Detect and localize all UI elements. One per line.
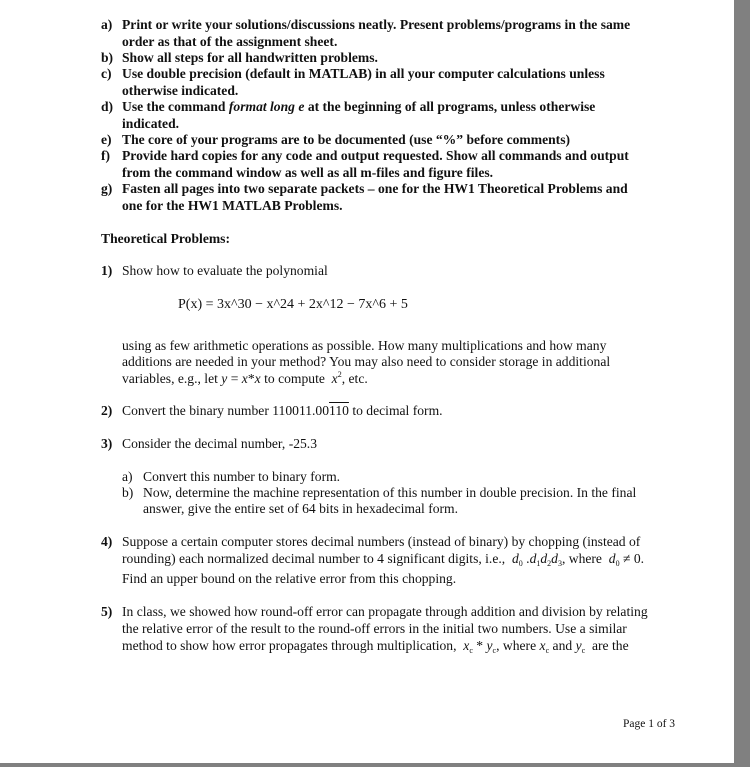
instruction-text: Use double precision (default in MATLAB) in all your computer calculations unless xyxy=(122,66,605,81)
instruction-text: order as that of the assignment sheet. xyxy=(122,34,338,49)
text: Use the command xyxy=(122,99,226,114)
text: method to show how error propagates through multiplication, xyxy=(122,638,457,653)
problem-label: 5) xyxy=(101,604,113,619)
problem-label: 2) xyxy=(101,403,113,418)
binary-number: 110011.00 xyxy=(272,403,330,418)
instruction-text: Show all steps for all handwritten problems. xyxy=(122,50,378,65)
section-title: Theoretical Problems: xyxy=(101,231,230,246)
text: , where xyxy=(561,551,602,566)
problem-text: Show how to evaluate the polynomial xyxy=(122,263,328,278)
problem-text: additions are needed in your method? You may also need to consider storage in additional xyxy=(122,354,611,369)
text: to decimal form. xyxy=(352,403,443,418)
subitem-label: a) xyxy=(122,469,133,484)
text: , etc. xyxy=(341,371,368,386)
text: at the beginning of all programs, unless otherwise xyxy=(307,99,596,114)
instruction-text: Print or write your solutions/discussions neatly. Present problems/programs in the same xyxy=(122,17,631,32)
instruction-text: The core of your programs are to be documented (use “%” before comments) xyxy=(122,132,571,147)
instruction-text: from the command window as well as all m-files and figure files. xyxy=(122,165,494,180)
problem-label: 4) xyxy=(101,534,113,549)
subitem-text: Convert this number to binary form. xyxy=(143,469,341,484)
item-label: a) xyxy=(101,17,113,32)
item-label: d) xyxy=(101,99,114,114)
problem-text: rounding) each normalized decimal number to 4 significant digits, i.e., $d_0$ $.d_1d_2d_3$, where $d_0 \ne 0$. xyxy=(122,551,645,568)
text: , where xyxy=(496,638,537,653)
problem-text: variables, e.g., let y = x*x to compute $x^2$, etc. xyxy=(122,370,368,386)
text: rounding) each normalized decimal number to 4 significant digits, i.e., xyxy=(122,551,506,566)
text: Convert the binary number xyxy=(122,403,269,418)
text: are the xyxy=(592,638,629,653)
problem-text xyxy=(122,403,443,419)
instruction-text: otherwise indicated. xyxy=(122,83,239,98)
problem-text: Find an upper bound on the relative error from this chopping. xyxy=(122,571,457,586)
problem-text: using as few arithmetic operations as possible. How many multiplications and how many xyxy=(122,338,607,353)
instruction-text: indicated. xyxy=(122,116,180,131)
problem-text: method to show how error propagates through multiplication, $x_c * y_c$, where $x_c$ and $y_c$ are the xyxy=(122,638,629,655)
subitem-text: Now, determine the machine representation of this number in double precision. In the final xyxy=(143,485,637,500)
instruction-text: Fasten all pages into two separate packets – one for the HW1 Theoretical Problems and xyxy=(122,181,628,196)
problem-text: Consider the decimal number, -25.3 xyxy=(122,436,318,451)
item-label: c) xyxy=(101,66,112,81)
problem-label: 1) xyxy=(101,263,113,278)
page-number: Page 1 of 3 xyxy=(623,718,676,730)
subitem-label: b) xyxy=(122,485,134,500)
text: to compute xyxy=(264,371,325,386)
repeating-digits: 110 xyxy=(329,403,349,418)
problem-text: the relative error of the result to the round-off errors in the initial two numbers. Use a similar xyxy=(122,621,627,636)
polynomial-formula: P(x) = 3x^30 − x^24 + 2x^12 − 7x^6 + 5 xyxy=(178,297,408,312)
item-label: g) xyxy=(101,181,113,196)
instruction-text: Provide hard copies for any code and output requested. Show all commands and output xyxy=(122,148,629,163)
problem-label: 3) xyxy=(101,436,113,451)
subitem-text: answer, give the entire set of 64 bits in hexadecimal form. xyxy=(143,501,459,516)
problem-text: In class, we showed how round-off error can propagate through addition and division by relating xyxy=(122,604,648,619)
instruction-text: one for the HW1 MATLAB Problems. xyxy=(122,198,343,213)
text: variables, e.g., let xyxy=(122,371,218,386)
item-label: e) xyxy=(101,132,112,147)
item-label: b) xyxy=(101,50,114,65)
command-name: format long e xyxy=(228,99,305,114)
problem-text: Suppose a certain computer stores decimal numbers (instead of binary) by chopping (instead of xyxy=(122,534,641,549)
text: and xyxy=(552,638,573,653)
item-label: f) xyxy=(101,148,111,163)
instruction-text xyxy=(122,99,595,115)
